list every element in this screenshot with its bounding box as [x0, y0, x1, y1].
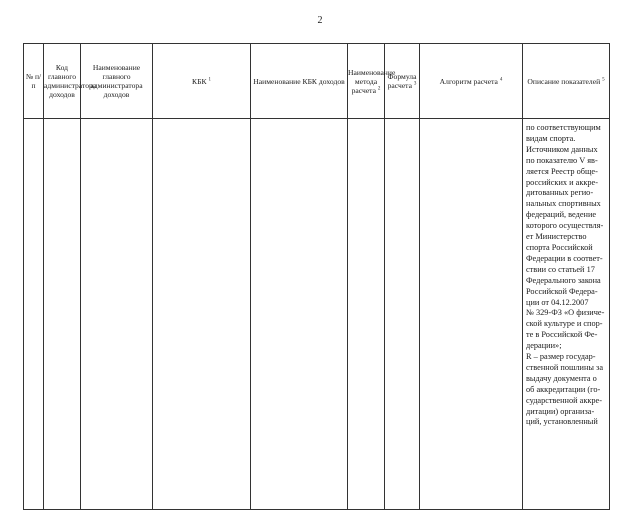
header-method-footnote: 2	[377, 85, 381, 91]
header-admin-code-text: Код главного администратора доходов	[44, 63, 97, 99]
revenue-forecast-table	[23, 43, 610, 510]
header-description	[523, 44, 610, 119]
header-num	[24, 44, 44, 119]
header-admin-name	[81, 44, 153, 119]
header-admin-code	[44, 44, 97, 119]
cell-method	[348, 119, 385, 510]
header-admin-name-text: Наименование главного администратора доходов	[90, 63, 143, 99]
header-description-text: Описание показателей	[527, 76, 601, 86]
cell-admin-name	[81, 119, 153, 510]
header-method	[348, 44, 396, 119]
header-kbk	[153, 44, 251, 119]
cell-description: по соответствующим видам спорта. Источником данных по показателю V яв- ляется Реестр обще- российских и аккре- дитованных регио- нальных спортивных федераций, ведение которого осуществля- ет Министерство спорта Российской Федерации в соответ- ствии со статьей 17 Федерального закона Российской Федера- ции от 04.12.2007 № 329-ФЗ «О физиче- ской культуре и спор- те в Российской Фе- дерации»; R – размер государ- ственной пошлины за выдачу документа о об аккредитации (го- сударственной аккре- дитации) организа- ций, установленный	[523, 119, 610, 510]
header-kbk-name	[251, 44, 348, 119]
header-algorithm-text: Алгоритм расчета	[439, 76, 498, 86]
table-header-row	[24, 44, 610, 119]
header-formula-text: Формула расчета	[387, 72, 417, 90]
page-number: 2	[317, 15, 323, 26]
header-algorithm	[420, 44, 523, 119]
header-num-text: № п/п	[25, 72, 42, 90]
cell-kbk-name	[251, 119, 348, 510]
header-formula-footnote: 3	[413, 81, 417, 87]
cell-admin-code	[44, 119, 81, 510]
cell-num	[24, 119, 44, 510]
header-kbk-name-text: Наименование КБК доходов	[253, 76, 345, 86]
header-algorithm-footnote: 4	[499, 76, 503, 82]
table-row	[24, 119, 610, 510]
header-formula	[385, 44, 420, 119]
header-kbk-footnote: 1	[208, 76, 211, 82]
header-description-footnote: 5	[602, 76, 605, 82]
header-method-text: Наименование метода расчета	[348, 67, 396, 95]
header-kbk-text: КБК	[192, 76, 207, 86]
cell-formula	[385, 119, 420, 510]
cell-kbk	[153, 119, 251, 510]
cell-algorithm	[420, 119, 523, 510]
